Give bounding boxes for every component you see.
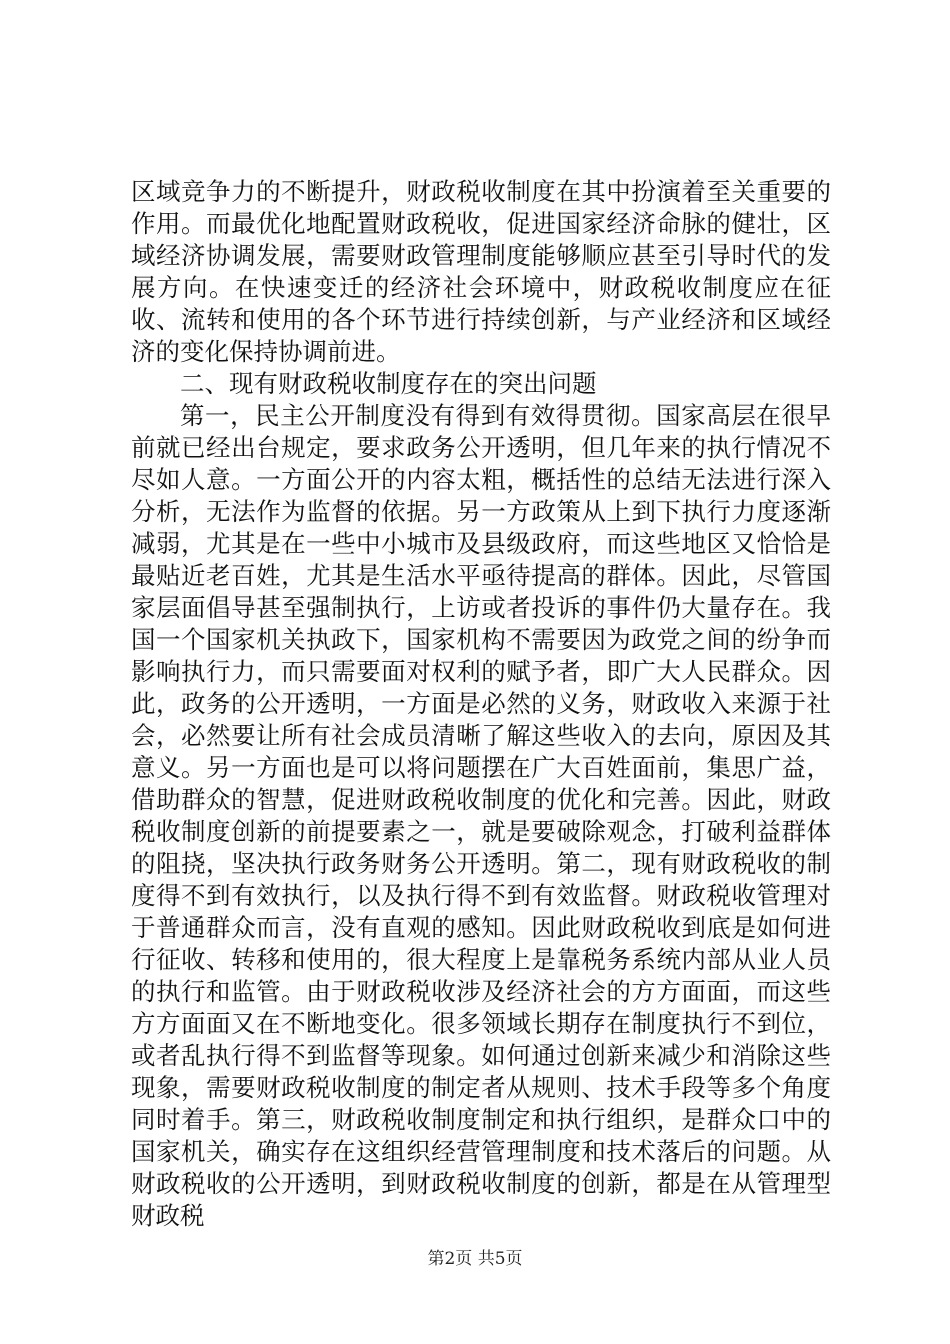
body-text <box>131 176 831 1232</box>
paragraph-problems: 第一，民主公开制度没有得到有效得贯彻。国家高层在很早前就已经出台规定，要求政务公开透明，但几年来的执行情况不尽如人意。一方面公开的内容太粗，概括性的总结无法进行深入分析，无法作为监督的依据。另一方政策从上到下执行力度逐渐减弱，尤其是在一些中小城市及县级政府，而这些地区又恰恰是最贴近老百姓，尤其是生活水平亟待提高的群体。因此，尽管国家层面倡导甚至强制执行，上访或者投诉的事件仍大量存在。我国一个国家机关执政下，国家机构不需要因为政党之间的纷争而影响执行力，而只需要面对权利的赋予者，即广大人民群众。因此，政务的公开透明，一方面是必然的义务，财政收入来源于社会，必然要让所有社会成员清晰了解这些收入的去向，原因及其意义。另一方面也是可以将问题摆在广大百姓面前，集思广益，借助群众的智慧，促进财政税收制度的优化和完善。因此，财政税收制度创新的前提要素之一，就是要破除观念，打破利益群体的阻挠，坚决执行政务财务公开透明。第二，现有财政税收的制度得不到有效执行，以及执行得不到有效监督。财政税收管理对于普通群众而言，没有直观的感知。因此财政税收到底是如何进行征收、转移和使用的，很大程度上是靠税务系统内部从业人员的执行和监管。由于财政税收涉及经济社会的方方面面，而这些方方面面又在不断地变化。很多领域长期存在制度执行不到位，或者乱执行得不到监督等现象。如何通过创新来减少和消除这些现象，需要财政税收制度的制定者从规则、技术手段等多个角度同时着手。第三，财政税收制度制定和执行组织，是群众口中的国家机关，确实存在这组织经营管理制度和技术落后的问题。从财政税收的公开透明，到财政税收制度的创新，都是在从管理型财政税 <box>131 401 831 1230</box>
section-heading: 二、现有财政税收制度存在的突出问题 <box>180 369 597 398</box>
page-number: 第2页 共5页 <box>427 1249 523 1269</box>
paragraph-continuation: 区域竞争力的不断提升，财政税收制度在其中扮演着至关重要的作用。而最优化地配置财政税收，促进国家经济命脉的健壮，区域经济协调发展，需要财政管理制度能够顺应甚至引导时代的发展方向。在快速变迁的经济社会环境中，财政税收制度应在征收、流转和使用的各个环节进行持续创新，与产业经济和区域经济的变化保持协调前进。 <box>131 177 831 366</box>
page-footer <box>0 1244 950 1269</box>
